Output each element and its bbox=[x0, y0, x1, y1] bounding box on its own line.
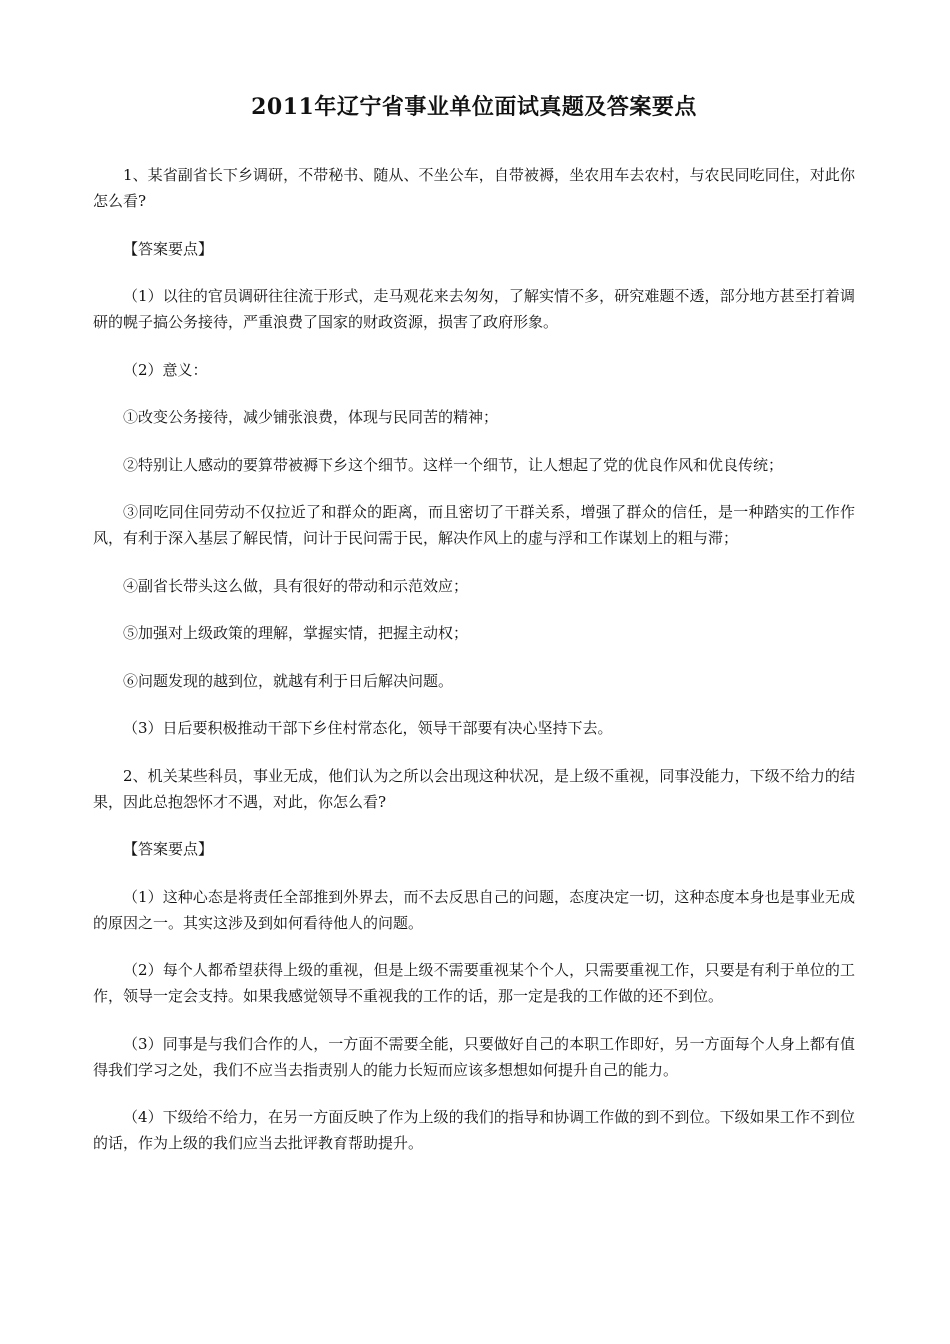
answer-2-point-4: （4）下级给不给力，在另一方面反映了作为上级的我们的指导和协调工作做的到不到位。下级如果工作不到位的话，作为上级的我们应当去批评教育帮助提升。 bbox=[93, 1108, 855, 1152]
answer-2-point-1: （1）这种心态是将责任全部推到外界去，而不去反思自己的问题，态度决定一切，这种态度本身也是事业无成的原因之一。其实这涉及到如何看待他人的问题。 bbox=[93, 887, 855, 932]
answer-2-point-2: （2）每个人都希望获得上级的重视，但是上级不需要重视某个个人，只需要重视工作，只要是有利于单位的工作，领导一定会支持。如果我感觉领导不重视我的工作的话，那一定是我的工作做的还不到位。 bbox=[93, 961, 855, 1005]
answer-1-point-1: （1）以往的官员调研往往流于形式，走马观花来去匆匆，了解实情不多，研究难题不透，部分地方甚至打着调研的幌子搞公务接待，严重浪费了国家的财政资源，损害了政府形象。 bbox=[93, 287, 855, 331]
significance-item-6: ⑥问题发现的越到位，就越有利于日后解决问题。 bbox=[123, 671, 454, 690]
significance-item-2: ②特别让人感动的要算带被褥下乡这个细节。这样一个细节，让人想起了党的优良作风和优良传统； bbox=[123, 455, 784, 474]
question-1: 1、某省副省长下乡调研，不带秘书、随从、不坐公车，自带被褥，坐农用车去农村，与农民同吃同住，对此你怎么看? bbox=[93, 166, 855, 210]
answer-2-point-3: （3）同事是与我们合作的人，一方面不需要全能，只要做好自己的本职工作即好，另一方面每个人身上都有值得我们学习之处，我们不应当去指责别人的能力长短而应该多想想如何提升自己的能力。 bbox=[93, 1034, 855, 1079]
document-page bbox=[93, 92, 855, 1178]
answer-1-point-3: （3）日后要积极推动干部下乡住村常态化，领导干部要有决心坚持下去。 bbox=[123, 719, 613, 737]
document-title: 2011年辽宁省事业单位面试真题及答案要点 bbox=[251, 94, 697, 120]
significance-item-3: ③同吃同住同劳动不仅拉近了和群众的距离，而且密切了干群关系，增强了群众的信任，是一种踏实的工作作风，有利于深入基层了解民情，问计于民问需于民，解决作风上的虚与浮和工作谋划上的粗与滞； bbox=[93, 503, 855, 547]
significance-item-4: ④副省长带头这么做，具有很好的带动和示范效应； bbox=[123, 576, 469, 595]
answer-heading-1: 【答案要点】 bbox=[123, 239, 214, 258]
question-2: 2、机关某些科员，事业无成，他们认为之所以会出现这种状况，是上级不重视，同事没能力，下级不给力的结果，因此总抱怨怀才不遇，对此，你怎么看? bbox=[93, 766, 855, 811]
significance-item-1: ①改变公务接待，减少铺张浪费，体现与民同苦的精神； bbox=[123, 408, 499, 426]
answer-heading-2: 【答案要点】 bbox=[123, 840, 214, 858]
significance-item-5: ⑤加强对上级政策的理解，掌握实情，把握主动权； bbox=[123, 624, 469, 642]
answer-1-point-2: （2）意义： bbox=[123, 360, 208, 379]
